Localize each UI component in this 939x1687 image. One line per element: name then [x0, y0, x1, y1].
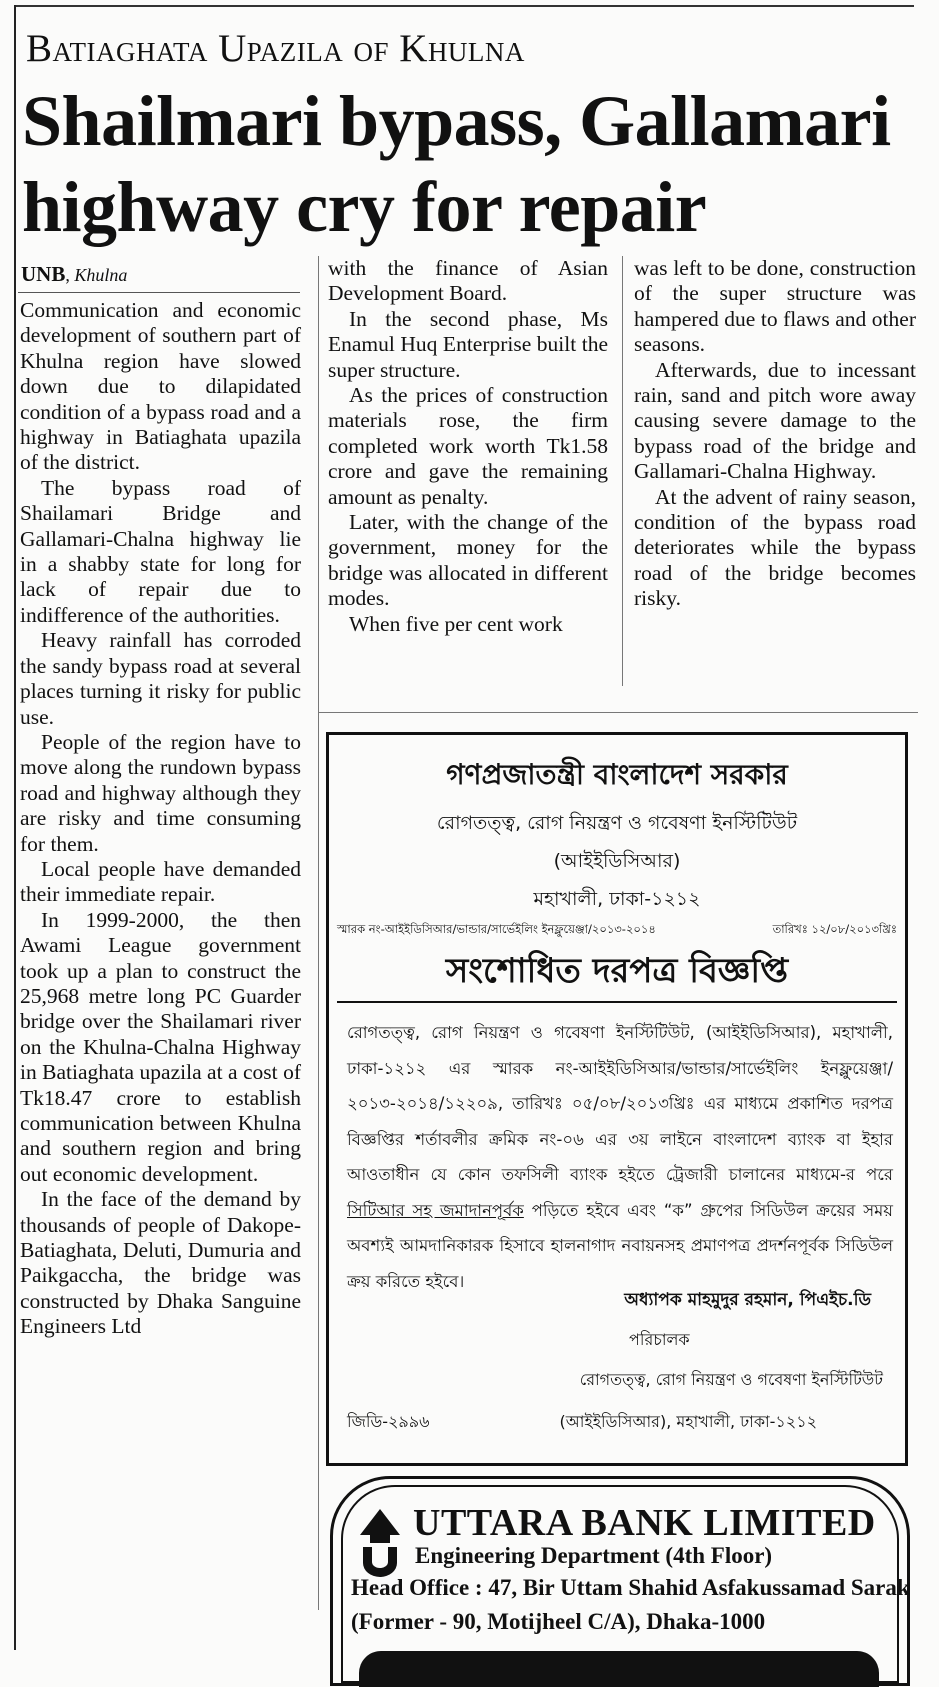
- top-rule: [14, 5, 914, 7]
- left-rule: [14, 5, 16, 1650]
- headline-line-1: Shailmari bypass, Gallamari: [22, 81, 891, 161]
- notice-body-text-end: পড়িতে হইবে এবং “ক” গ্রুপের সিডিউল ক্রয়ের সময় অবশ্যই আমদানিকারক হিসাবে হালনাগাদ নবায়নসহ প্রমাণপত্র প্রদর্শনপূর্বক সিডিউল ক্রয় করিতে হইবে।: [347, 1200, 893, 1291]
- article-column-3: [634, 256, 916, 612]
- paragraph: People of the region have to move along the rundown bypass road and highway although they are risky and time consuming for them.: [20, 729, 301, 856]
- paragraph: The bypass road of Shailamari Bridge and Gallamari-Chalna highway lie in a shabby state for long for lack of repair due to indifference of the authorities.: [20, 475, 301, 627]
- section-rule: [318, 712, 918, 713]
- notice-body-underlined: সিটিআর সহ জমাদানপূর্বক: [347, 1200, 524, 1220]
- uttara-bank-logo-icon: [357, 1507, 403, 1579]
- notice-date: তারিখঃ ১২/০৮/২০১৩খ্রিঃ: [772, 922, 897, 936]
- notice-heading: সংশোধিত দরপত্র বিজ্ঞপ্তি: [445, 951, 789, 991]
- bank-address-line-2: (Former - 90, Motijheel C/A), Dhaka-1000: [351, 1609, 766, 1634]
- paragraph: In 1999-2000, the then Awami League government took up a plan to construct the 25,968 metre long PC Guarder bridge over the Shailamari river on the Khulna-Chalna Highway in Batiaghata upazila at a cost of Tk18.47 crore to establish communication between Khulna and southern region and bring out economic development.: [20, 907, 301, 1186]
- notice-signatory: অধ্যাপক মাহমুদুর রহমান, পিএইচ.ডি: [624, 1290, 871, 1310]
- article-headline: [22, 78, 922, 250]
- notice-institute: রোগতত্ত্ব, রোগ নিয়ন্ত্রণ ও গবেষণা ইনস্টিটিউট: [436, 812, 798, 834]
- paragraph: was left to be done, construction of the super structure was hampered due to flaws and other seasons.: [634, 256, 916, 357]
- paragraph: Communication and economic development of southern part of Khulna region have slowed down due to dilapidated condition of a bypass road and a highway in Batiaghata upazila of the district.: [20, 298, 301, 475]
- paragraph: with the finance of Asian Development Board.: [328, 256, 608, 306]
- paragraph: In the second phase, Ms Enamul Huq Enterprise built the super structure.: [328, 306, 608, 382]
- notice-abbreviation: (আইইডিসিআর): [553, 850, 681, 872]
- bank-name: UTTARA BANK LIMITED: [413, 1502, 876, 1544]
- paragraph: Heavy rainfall has corroded the sandy bypass road at several places turning it risky for public use.: [20, 628, 301, 729]
- bank-address-line-1: Head Office : 47, Bir Uttam Shahid Asfakussamad Sarak: [351, 1575, 910, 1600]
- notice-title: গণপ্রজাতন্ত্রী বাংলাদেশ সরকার: [446, 758, 788, 791]
- column-rule: [318, 256, 319, 1610]
- paragraph: At the advent of rainy season, condition of the bypass road deteriorates while the bypass road of the bridge becomes risky.: [634, 484, 916, 611]
- notice-body: [347, 1015, 893, 1299]
- notice-memo-number: স্মারক নং-আইইডিসিআর/ভান্ডার/সাৰ্ভেইলিং ইনফ্লুয়েঞ্জা/২০১৩-২০১৪: [337, 922, 656, 936]
- article-kicker: Batiaghata Upazila of Khulna: [26, 27, 525, 70]
- column-rule: [622, 256, 623, 686]
- notice-rule: [337, 1001, 897, 1003]
- paragraph: Afterwards, due to incessant rain, sand and pitch wore away causing severe damage to the bypass road of the bridge and Gallamari-Chalna Highway.: [634, 357, 916, 484]
- notice-signatory-institute: রোগতত্ত্ব, রোগ নিয়ন্ত্রণ ও গবেষণা ইনস্টিটিউট: [579, 1370, 883, 1389]
- byline: UNB, Khulna: [21, 262, 128, 286]
- paragraph: Later, with the change of the government, money for the bridge was allocated in different modes.: [328, 510, 608, 611]
- headline-line-2: highway cry for repair: [22, 167, 707, 247]
- bank-department: Engineering Department (4th Floor): [415, 1543, 773, 1568]
- notice-signatory-address: (আইইডিসিআর), মহাখালী, ঢাকা-১২১২: [559, 1412, 817, 1431]
- article-column-1: [20, 298, 301, 1340]
- notice-designation: পরিচালক: [629, 1330, 690, 1349]
- notice-city: মহাখালী, ঢাকা-১২১২: [533, 888, 701, 910]
- bank-ad-inner-frame: [341, 1485, 910, 1683]
- tender-notice-bangla: [326, 732, 908, 1466]
- tender-notice-banner: [359, 1651, 879, 1687]
- paragraph: In the face of the demand by thousands of people of Dakope-Batiaghata, Deluti, Dumuria and Paikgaccha, the bridge was constructed by Dhaka Sanguine Engineers Ltd: [20, 1187, 301, 1339]
- paragraph: Local people have demanded their immediate repair.: [20, 856, 301, 907]
- notice-body-text: রোগতত্ত্ব, রোগ নিয়ন্ত্রণ ও গবেষণা ইনস্টিটিউট, (আইইডিসিআর), মহাখালী, ঢাকা-১২১২ এর স্মারক নং-আইইডিসিআর/ভান্ডার/সাৰ্ভেইলিং ইনফ্লুয়েঞ্জা/২০১৩-২০১৪/১২২০৯, তারিখঃ ০৫/০৮/২০১৩খ্রিঃ এর মাধ্যমে প্রকাশিত দরপত্র বিজ্ঞপ্তির শর্তাবলীর ক্রমিক নং-০৬ এর ৩য় লাইনে বাংলাদেশ ব্যাংক বা ইহার আওতাধীন যে কোন তফসিলী ব্যাংক হইতে ট্রেজারী চালানের মাধ্যমে-র পরে: [347, 1023, 893, 1184]
- paragraph: When five per cent work: [349, 611, 563, 636]
- byline-rule: [18, 292, 300, 293]
- paragraph: As the prices of construction materials rose, the firm completed work worth Tk1.58 crore and gave the remaining amount as penalty.: [328, 383, 608, 509]
- byline-place: Khulna: [74, 265, 128, 285]
- byline-agency: UNB: [21, 262, 66, 286]
- bank-advertisement: [330, 1476, 910, 1686]
- article-column-2: [328, 256, 608, 637]
- notice-gd-number: জিডি-২৯৯৬: [347, 1412, 430, 1431]
